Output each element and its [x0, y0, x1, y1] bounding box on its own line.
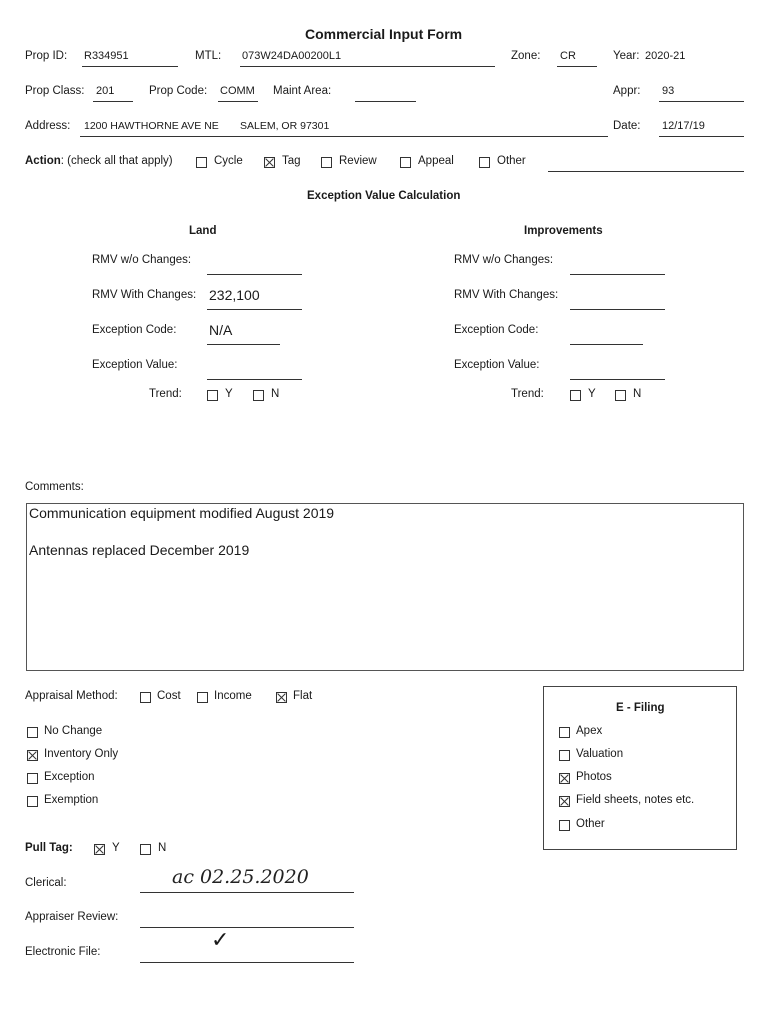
improvements-rmv-with-label: RMV With Changes:	[454, 289, 559, 301]
land-trend-y-checkbox[interactable]	[207, 390, 218, 401]
mtl-value[interactable]: 073W24DA00200L1	[242, 50, 342, 62]
land-exception-code-value[interactable]: N/A	[209, 322, 233, 338]
comment-line-1: Communication equipment modified August 2019	[29, 505, 335, 521]
electronic-file-checkmark-icon[interactable]: ✓	[211, 928, 230, 953]
clerical-label: Clerical:	[25, 877, 67, 889]
status-exception-checkbox[interactable]	[27, 773, 38, 784]
improvements-trend-y-checkbox[interactable]	[570, 390, 581, 401]
land-exception-value-label: Exception Value:	[92, 359, 178, 371]
status-exemption-checkbox[interactable]	[27, 796, 38, 807]
mtl-label: MTL:	[195, 50, 222, 62]
efiling-other-label: Other	[576, 818, 605, 830]
land-trend-label: Trend:	[149, 388, 182, 400]
efiling-title: E - Filing	[616, 702, 665, 714]
improvements-trend-label: Trend:	[511, 388, 544, 400]
land-trend-n-label: N	[271, 388, 280, 400]
action-other-line	[548, 171, 744, 172]
method-cost-label: Cost	[157, 690, 181, 702]
efiling-photos-label: Photos	[576, 771, 612, 783]
action-tag-checkbox[interactable]	[264, 157, 275, 168]
prop-id-line	[82, 66, 178, 67]
land-rmv-with-label: RMV With Changes:	[92, 289, 197, 301]
address-line	[80, 136, 608, 137]
land-trend-n-checkbox[interactable]	[253, 390, 264, 401]
method-flat-checkbox[interactable]	[276, 692, 287, 703]
improvements-trend-n-label: N	[633, 388, 642, 400]
method-income-label: Income	[214, 690, 252, 702]
status-exception-label: Exception	[44, 771, 95, 783]
date-line	[659, 136, 744, 137]
appr-line	[659, 101, 744, 102]
improvements-rmv-wo-label: RMV w/o Changes:	[454, 254, 554, 266]
zone-value[interactable]: CR	[560, 50, 576, 62]
improvements-heading: Improvements	[524, 225, 603, 237]
date-label: Date:	[613, 120, 641, 132]
efiling-field-sheets-checkbox[interactable]	[559, 796, 570, 807]
appraiser-review-label: Appraiser Review:	[25, 911, 119, 923]
comment-line-2: Antennas replaced December 2019	[29, 542, 250, 558]
status-no-change-checkbox[interactable]	[27, 727, 38, 738]
pull-tag-y-label: Y	[112, 842, 120, 854]
action-review-checkbox[interactable]	[321, 157, 332, 168]
year-value[interactable]: 2020-21	[645, 50, 686, 62]
appraiser-review-line[interactable]	[140, 927, 354, 928]
action-review-label: Review	[339, 155, 377, 167]
method-income-checkbox[interactable]	[197, 692, 208, 703]
action-other-label: Other	[497, 155, 526, 167]
efiling-photos-checkbox[interactable]	[559, 773, 570, 784]
zone-line	[557, 66, 597, 67]
address-city[interactable]: SALEM, OR 97301	[240, 120, 330, 132]
prop-id-value[interactable]: R334951	[84, 50, 129, 62]
improvements-exception-value-label: Exception Value:	[454, 359, 540, 371]
improvements-trend-y-label: Y	[588, 388, 596, 400]
status-exemption-label: Exemption	[44, 794, 99, 806]
pull-tag-n-label: N	[158, 842, 167, 854]
comments-box[interactable]	[26, 503, 744, 671]
status-no-change-label: No Change	[44, 725, 103, 737]
efiling-field-sheets-label: Field sheets, notes etc.	[576, 794, 695, 806]
status-inventory-only-label: Inventory Only	[44, 748, 119, 760]
address-label: Address:	[25, 120, 71, 132]
pull-tag-y-checkbox[interactable]	[94, 844, 105, 855]
mtl-line	[240, 66, 495, 67]
prop-class-line	[93, 101, 133, 102]
prop-code-label: Prop Code:	[149, 85, 208, 97]
efiling-valuation-label: Valuation	[576, 748, 624, 760]
clerical-line	[140, 892, 354, 893]
land-trend-y-label: Y	[225, 388, 233, 400]
zone-label: Zone:	[511, 50, 541, 62]
land-rmv-wo-label: RMV w/o Changes:	[92, 254, 192, 266]
improvements-rmv-with-line	[570, 309, 665, 310]
improvements-exception-value-line	[570, 379, 665, 380]
pull-tag-label: Pull Tag:	[25, 842, 73, 854]
land-rmv-with-value[interactable]: 232,100	[209, 287, 260, 303]
action-label: Action: (check all that apply)	[25, 155, 173, 167]
method-flat-label: Flat	[293, 690, 313, 702]
action-appeal-label: Appeal	[418, 155, 454, 167]
efiling-apex-checkbox[interactable]	[559, 727, 570, 738]
improvements-exception-code-label: Exception Code:	[454, 324, 539, 336]
electronic-file-label: Electronic File:	[25, 946, 101, 958]
comments-label: Comments:	[25, 481, 84, 493]
efiling-apex-label: Apex	[576, 725, 603, 737]
prop-class-value[interactable]: 201	[96, 85, 115, 97]
prop-code-value[interactable]: COMM	[220, 85, 255, 97]
action-tag-label: Tag	[282, 155, 301, 167]
prop-class-label: Prop Class:	[25, 85, 85, 97]
year-label: Year:	[613, 50, 640, 62]
efiling-other-checkbox[interactable]	[559, 820, 570, 831]
action-appeal-checkbox[interactable]	[400, 157, 411, 168]
maint-area-line	[355, 101, 416, 102]
status-inventory-only-checkbox[interactable]	[27, 750, 38, 761]
improvements-rmv-wo-line	[570, 274, 665, 275]
electronic-file-line	[140, 962, 354, 963]
clerical-signature[interactable]: ac 02.25.2020	[172, 866, 309, 888]
maint-area-label: Maint Area:	[273, 85, 332, 97]
action-cycle-checkbox[interactable]	[196, 157, 207, 168]
date-value[interactable]: 12/17/19	[662, 120, 705, 132]
appr-value[interactable]: 93	[662, 85, 675, 97]
improvements-trend-n-checkbox[interactable]	[615, 390, 626, 401]
appr-label: Appr:	[613, 85, 641, 97]
appraisal-method-label: Appraisal Method:	[25, 690, 118, 702]
land-exception-code-label: Exception Code:	[92, 324, 177, 336]
pull-tag-n-checkbox[interactable]	[140, 844, 151, 855]
prop-code-line	[218, 101, 258, 102]
exception-title: Exception Value Calculation	[307, 190, 461, 202]
efiling-valuation-checkbox[interactable]	[559, 750, 570, 761]
action-cycle-label: Cycle	[214, 155, 243, 167]
land-rmv-with-line	[207, 309, 302, 310]
land-exception-value-line	[207, 379, 302, 380]
prop-id-label: Prop ID:	[25, 50, 68, 62]
land-rmv-wo-line	[207, 274, 302, 275]
form-title: Commercial Input Form	[305, 26, 463, 42]
method-cost-checkbox[interactable]	[140, 692, 151, 703]
action-other-checkbox[interactable]	[479, 157, 490, 168]
land-heading: Land	[189, 225, 217, 237]
improvements-exception-code-line	[570, 344, 643, 345]
address-street[interactable]: 1200 HAWTHORNE AVE NE	[84, 120, 219, 132]
land-exception-code-line	[207, 344, 280, 345]
